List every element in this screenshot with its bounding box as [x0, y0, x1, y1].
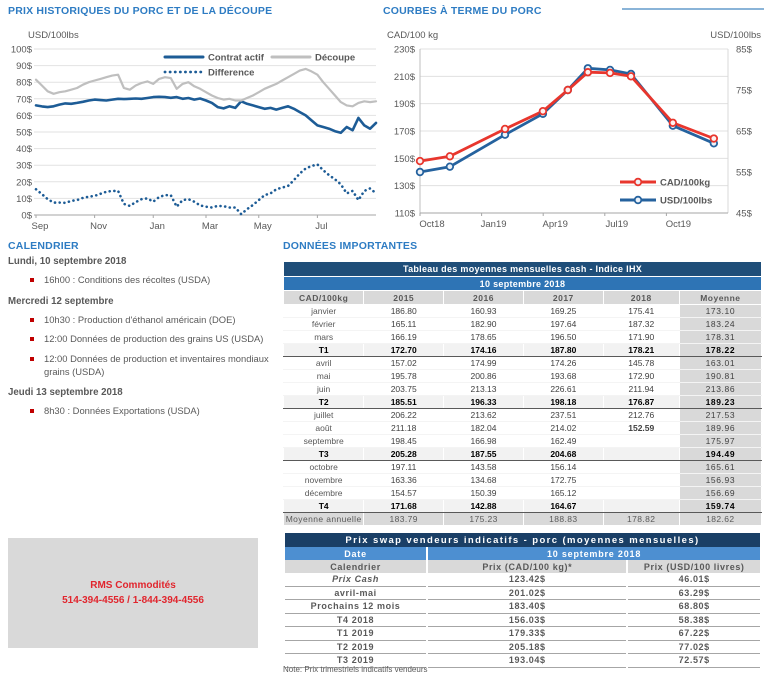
table-row	[284, 461, 762, 474]
table-cell	[603, 435, 679, 448]
table-cell: 173.10	[679, 305, 761, 318]
table-cell: 175.41	[603, 305, 679, 318]
table-cell: 179.33$	[427, 627, 627, 641]
calendar-day-title: Lundi, 10 septembre 2018	[8, 256, 127, 267]
svg-text:210$: 210$	[393, 71, 415, 83]
svg-text:Mar: Mar	[201, 221, 219, 232]
table-cell: 2015	[364, 291, 444, 305]
table-cell: 189.96	[679, 422, 761, 435]
table-row	[284, 513, 762, 526]
table-cell	[603, 487, 679, 500]
section-title-important-data: DONNÉES IMPORTANTES	[283, 240, 418, 252]
table-cell: 193.68	[523, 370, 603, 383]
table-cell: 169.25	[523, 305, 603, 318]
table-cell	[603, 500, 679, 513]
table-row	[284, 627, 761, 641]
data-marker	[607, 70, 614, 77]
table-row	[284, 370, 762, 383]
footnote: Note: Prix trimestriels indicatifs vendeurs	[283, 665, 428, 674]
table-cell: 214.02	[523, 422, 603, 435]
table-cell: 205.18$	[427, 640, 627, 654]
table-cell: 196.50	[523, 331, 603, 344]
calendar-item-text: 12:00 Données de production et inventaires mondiaux grains (USDA)	[44, 353, 269, 377]
table-cell: Calendrier	[284, 560, 427, 573]
svg-text:0$: 0$	[21, 210, 32, 222]
table-cell: Date	[284, 547, 427, 560]
table-cell: décembre	[284, 487, 364, 500]
table-cell: T4 2018	[284, 613, 427, 627]
svg-text:80$: 80$	[16, 77, 32, 89]
calendar-item-text: 12:00 Données de production des grains US (USDA)	[44, 333, 264, 345]
table-cell: 10 septembre 2018	[284, 277, 762, 291]
table-row	[284, 573, 761, 586]
table-cell: octobre	[284, 461, 364, 474]
table-cell: 183.79	[364, 513, 444, 526]
svg-text:170$: 170$	[393, 126, 415, 138]
table-cell: 174.26	[523, 357, 603, 370]
table-cell: 164.67	[523, 500, 603, 513]
calendar-day-title: Mercredi 12 septembre	[8, 295, 114, 307]
table-cell	[603, 448, 679, 461]
data-marker	[502, 126, 509, 133]
table-cell: 198.18	[523, 396, 603, 409]
contact-phones: 514-394-4556 / 1-844-394-4556	[62, 595, 204, 606]
table-cell: 160.93	[444, 305, 524, 318]
table-row	[284, 291, 762, 305]
table-cell: 185.51	[364, 396, 444, 409]
table-cell: 198.45	[364, 435, 444, 448]
table-cell: 165.61	[679, 461, 761, 474]
svg-text:30$: 30$	[16, 160, 32, 172]
data-marker	[670, 120, 677, 127]
table-row	[284, 435, 762, 448]
svg-text:55$: 55$	[736, 167, 752, 179]
table-cell: février	[284, 318, 364, 331]
table-cell: 178.82	[603, 513, 679, 526]
table-cell: T4	[284, 500, 364, 513]
table-cell: 182.62	[679, 513, 761, 526]
table-row	[284, 640, 761, 654]
table-cell: 187.32	[603, 318, 679, 331]
data-marker	[711, 135, 718, 142]
table-cell: 175.23	[444, 513, 524, 526]
svg-text:40$: 40$	[16, 144, 32, 156]
table-cell: septembre	[284, 435, 364, 448]
table-row	[284, 277, 762, 291]
svg-text:USD/100lbs: USD/100lbs	[28, 30, 79, 41]
table-cell: 46.01$	[627, 573, 761, 586]
table-cell: 187.55	[444, 448, 524, 461]
series-line	[36, 97, 376, 133]
table-cell: 212.76	[603, 409, 679, 422]
table-row	[284, 262, 762, 277]
table-cell: 182.04	[444, 422, 524, 435]
monthly-cash-table	[283, 261, 762, 526]
table-cell: 213.13	[444, 383, 524, 396]
table-cell: juillet	[284, 409, 364, 422]
table-row	[284, 331, 762, 344]
swap-price-table	[283, 533, 762, 668]
table-cell: 157.02	[364, 357, 444, 370]
table-cell: 193.04$	[427, 654, 627, 668]
svg-text:50$: 50$	[16, 127, 32, 139]
data-marker	[565, 87, 572, 94]
table-cell: 156.03$	[427, 613, 627, 627]
table-cell: 197.11	[364, 461, 444, 474]
table-cell: janvier	[284, 305, 364, 318]
data-marker	[628, 73, 635, 80]
table-cell: 58.38$	[627, 613, 761, 627]
table-row	[284, 383, 762, 396]
table-cell: 203.75	[364, 383, 444, 396]
table-cell: Prix Cash	[284, 573, 427, 586]
table-cell	[603, 461, 679, 474]
table-cell: 183.24	[679, 318, 761, 331]
table-row	[284, 547, 761, 560]
svg-text:Apr19: Apr19	[542, 219, 568, 230]
table-cell: Prochains 12 mois	[284, 600, 427, 614]
table-cell: 172.70	[364, 344, 444, 357]
svg-text:Oct19: Oct19	[665, 219, 692, 230]
section-title-historical-prices: PRIX HISTORIQUES DU PORC ET DE LA DÉCOUPE	[8, 5, 273, 17]
table-cell: 186.80	[364, 305, 444, 318]
svg-text:190$: 190$	[393, 99, 415, 111]
table-cell: Prix swap vendeurs indicatifs - porc (moyennes mensuelles)	[284, 533, 761, 547]
svg-text:230$: 230$	[393, 44, 415, 56]
svg-text:20$: 20$	[16, 177, 32, 189]
svg-text:Découpe: Découpe	[315, 52, 356, 64]
table-cell: T3 2019	[284, 654, 427, 668]
svg-text:CAD/100kg: CAD/100kg	[660, 177, 711, 189]
table-cell: 166.19	[364, 331, 444, 344]
calendar-item	[8, 333, 280, 346]
data-marker	[585, 69, 592, 76]
table-cell: 2016	[444, 291, 524, 305]
bullet-icon	[30, 318, 34, 322]
calendar-item	[8, 314, 280, 327]
table-row	[284, 613, 761, 627]
table-cell: 154.57	[364, 487, 444, 500]
data-marker	[417, 158, 424, 165]
table-cell: avril-mai	[284, 586, 427, 600]
table-cell: T2 2019	[284, 640, 427, 654]
svg-text:USD/100lbs: USD/100lbs	[710, 30, 761, 41]
section-title-forward-curves: COURBES À TERME DU PORC	[383, 5, 542, 17]
table-cell: 165.12	[523, 487, 603, 500]
table-cell: 165.11	[364, 318, 444, 331]
table-cell: 226.61	[523, 383, 603, 396]
table-row	[284, 409, 762, 422]
table-cell: 182.90	[444, 318, 524, 331]
historical-price-chart	[0, 26, 380, 232]
svg-text:65$: 65$	[736, 126, 752, 138]
table-cell: 172.75	[523, 474, 603, 487]
svg-text:Jan: Jan	[149, 221, 165, 232]
table-row	[284, 586, 761, 600]
table-cell: 204.68	[523, 448, 603, 461]
table-cell: 2018	[603, 291, 679, 305]
table-row	[284, 396, 762, 409]
calendar-item	[8, 353, 280, 378]
svg-text:Oct18: Oct18	[419, 219, 445, 230]
table-cell: 197.64	[523, 318, 603, 331]
table-cell: 217.53	[679, 409, 761, 422]
table-row	[284, 448, 762, 461]
table-row	[284, 533, 761, 547]
bullet-icon	[30, 337, 34, 341]
table-row	[284, 487, 762, 500]
table-cell: 162.49	[523, 435, 603, 448]
series-line	[420, 72, 714, 161]
svg-text:85$: 85$	[736, 44, 752, 56]
table-row	[284, 500, 762, 513]
table-cell: 156.14	[523, 461, 603, 474]
svg-text:Difference: Difference	[208, 67, 255, 79]
svg-text:Nov: Nov	[90, 221, 108, 232]
calendar-item-text: 16h00 : Conditions des récoltes (USDA)	[44, 274, 211, 285]
table-cell: avril	[284, 357, 364, 370]
table-cell: 163.36	[364, 474, 444, 487]
table-cell: 213.86	[679, 383, 761, 396]
table-cell: T3	[284, 448, 364, 461]
table-cell: 196.33	[444, 396, 524, 409]
table-cell: 194.49	[679, 448, 761, 461]
table-cell: 142.88	[444, 500, 524, 513]
table-cell: 159.74	[679, 500, 761, 513]
svg-text:10$: 10$	[16, 193, 32, 205]
table-cell: 211.94	[603, 383, 679, 396]
svg-text:130$: 130$	[393, 181, 415, 193]
section-title-calendar: CALENDRIER	[8, 240, 79, 252]
table-cell: mars	[284, 331, 364, 344]
table-cell: 178.65	[444, 331, 524, 344]
calendar-item-text: 10h30 : Production d'éthanol américain (DOE)	[44, 313, 236, 325]
table-row	[284, 357, 762, 370]
table-cell: 174.16	[444, 344, 524, 357]
svg-text:60$: 60$	[16, 110, 32, 122]
table-cell: 150.39	[444, 487, 524, 500]
table-cell: 206.22	[364, 409, 444, 422]
table-cell: 187.80	[523, 344, 603, 357]
table-cell: 156.69	[679, 487, 761, 500]
table-cell: 200.86	[444, 370, 524, 383]
table-cell: 171.68	[364, 500, 444, 513]
table-cell: mai	[284, 370, 364, 383]
table-cell: 189.23	[679, 396, 761, 409]
table-row	[284, 305, 762, 318]
svg-text:90$: 90$	[16, 61, 32, 73]
table-cell: CAD/100kg	[284, 291, 364, 305]
svg-text:CAD/100 kg: CAD/100 kg	[387, 30, 439, 41]
table-cell: 188.83	[523, 513, 603, 526]
series-line	[36, 164, 376, 214]
table-cell: août	[284, 422, 364, 435]
svg-text:110$: 110$	[394, 208, 415, 220]
svg-text:Sep: Sep	[31, 221, 49, 232]
svg-text:Jan19: Jan19	[480, 219, 507, 230]
table-cell: 176.87	[603, 396, 679, 409]
table-cell: 171.90	[603, 331, 679, 344]
bullet-icon	[30, 357, 34, 361]
table-cell: 178.31	[679, 331, 761, 344]
table-cell: 123.42$	[427, 573, 627, 586]
table-cell: 145.78	[603, 357, 679, 370]
table-cell: 178.22	[679, 344, 761, 357]
svg-text:USD/100lbs: USD/100lbs	[660, 195, 713, 207]
calendar-day-title: Jeudi 13 septembre 2018	[8, 387, 123, 399]
svg-text:45$: 45$	[736, 208, 752, 220]
table-cell: Moyenne annuelle	[284, 513, 364, 526]
table-cell: 166.98	[444, 435, 524, 448]
table-cell: 134.68	[444, 474, 524, 487]
table-cell: 178.21	[603, 344, 679, 357]
table-row	[284, 344, 762, 357]
data-marker	[417, 169, 424, 176]
svg-text:Jul19: Jul19	[605, 219, 629, 230]
calendar-item	[8, 274, 280, 287]
table-cell: Prix (USD/100 livres)	[627, 560, 761, 573]
table-cell: 143.58	[444, 461, 524, 474]
data-marker	[447, 153, 454, 160]
table-row	[284, 560, 761, 573]
calendar-item	[8, 405, 280, 418]
data-marker	[447, 163, 454, 170]
table-cell: 211.18	[364, 422, 444, 435]
forward-curve-chart	[383, 26, 764, 232]
table-cell: 213.62	[444, 409, 524, 422]
table-cell: 183.40$	[427, 600, 627, 614]
table-cell: T2	[284, 396, 364, 409]
table-cell: 174.99	[444, 357, 524, 370]
table-cell: 190.81	[679, 370, 761, 383]
contact-box	[8, 538, 258, 648]
table-cell: novembre	[284, 474, 364, 487]
table-cell: 2017	[523, 291, 603, 305]
table-cell: 156.93	[679, 474, 761, 487]
table-cell: 77.02$	[627, 640, 761, 654]
svg-text:70$: 70$	[16, 94, 32, 106]
table-cell: T1	[284, 344, 364, 357]
table-row	[284, 474, 762, 487]
table-cell: 172.90	[603, 370, 679, 383]
table-cell: 195.78	[364, 370, 444, 383]
bullet-icon	[30, 409, 34, 413]
table-cell: T1 2019	[284, 627, 427, 641]
table-cell: 72.57$	[627, 654, 761, 668]
table-cell: 237.51	[523, 409, 603, 422]
table-cell: 175.97	[679, 435, 761, 448]
table-cell: 10 septembre 2018	[427, 547, 761, 560]
table-row	[284, 600, 761, 614]
svg-text:100$: 100$	[10, 44, 32, 56]
table-row	[284, 318, 762, 331]
contact-name: RMS Commodités	[90, 580, 176, 591]
table-cell: 163.01	[679, 357, 761, 370]
table-cell: 201.02$	[427, 586, 627, 600]
svg-text:150$: 150$	[393, 153, 415, 165]
svg-text:Contrat actif: Contrat actif	[208, 52, 264, 64]
table-cell: 205.28	[364, 448, 444, 461]
table-cell: 67.22$	[627, 627, 761, 641]
bullet-icon	[30, 278, 34, 282]
table-cell: 63.29$	[627, 586, 761, 600]
data-marker	[540, 108, 547, 115]
calendar-list	[8, 256, 280, 425]
svg-text:75$: 75$	[736, 85, 752, 97]
table-cell	[603, 474, 679, 487]
decorative-rule	[622, 8, 764, 10]
table-cell: juin	[284, 383, 364, 396]
table-row	[284, 422, 762, 435]
table-cell: Tableau des moyennes mensuelles cash - Indice IHX	[284, 262, 762, 277]
svg-text:Jul: Jul	[315, 221, 328, 232]
table-cell: 68.80$	[627, 600, 761, 614]
svg-text:May: May	[253, 221, 272, 232]
table-cell: 152.59	[603, 422, 679, 435]
table-cell: Prix (CAD/100 kg)*	[427, 560, 627, 573]
calendar-item-text: 8h30 : Données Exportations (USDA)	[44, 405, 200, 417]
table-cell: Moyenne	[679, 291, 761, 305]
